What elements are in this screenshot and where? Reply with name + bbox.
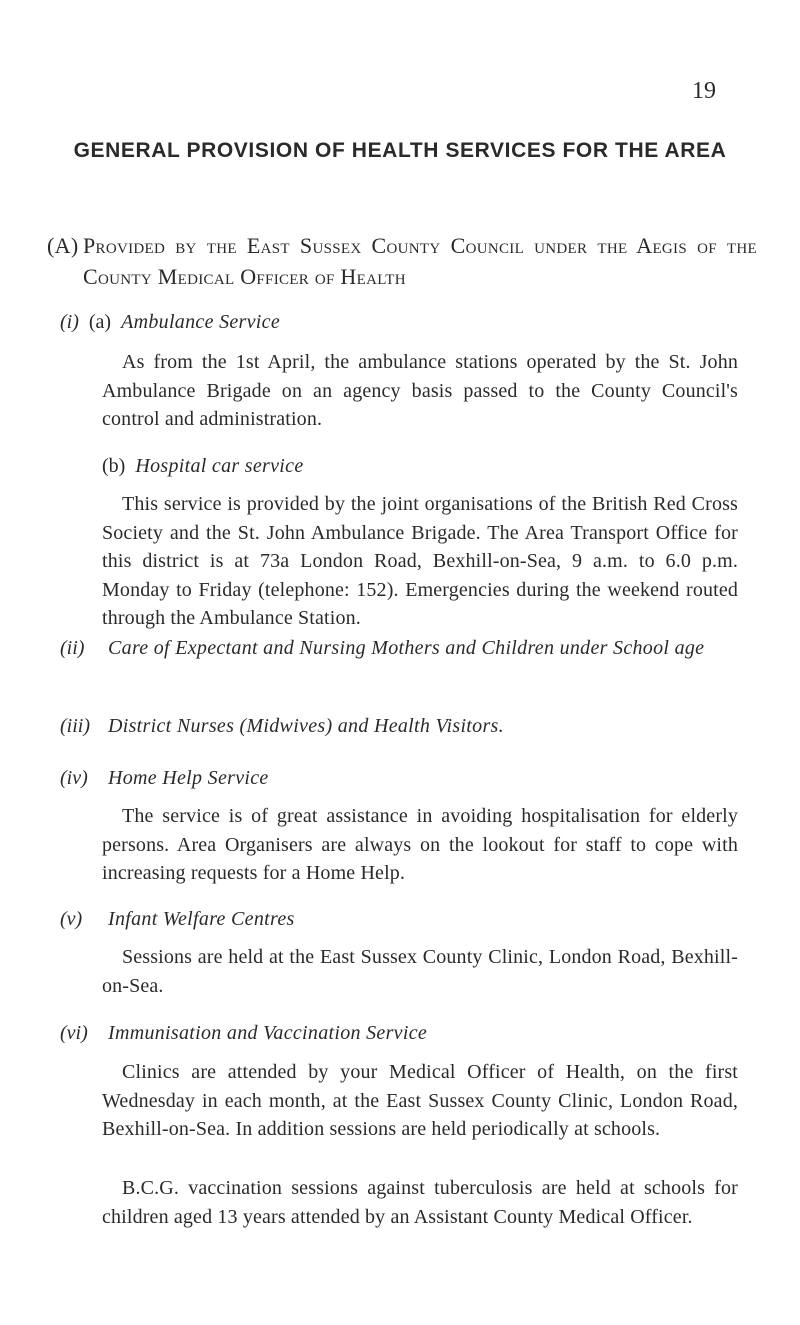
item-iv-text: The service is of great assistance in avoiding hospitalisation for elderly persons. Area Organisers are always on the lookout for staff to cope with increasing requests for a Home Help. — [102, 805, 738, 884]
item-iv-title: Home Help Service — [108, 767, 269, 789]
item-v-text: Sessions are held at the East Sussex County Clinic, London Road, Bexhill-on-Sea. — [102, 946, 738, 997]
item-i-a-label: (a) — [88, 311, 112, 333]
item-i-number: (i) — [60, 311, 79, 333]
item-ii-number: (ii) — [60, 637, 85, 659]
item-v-title: Infant Welfare Centres — [108, 908, 295, 930]
item-ii-title: Care of Expectant and Nursing Mothers and Children under School age — [108, 637, 705, 659]
item-i-b-heading — [102, 452, 304, 481]
item-iv-number: (iv) — [60, 767, 88, 789]
item-i-a-heading — [60, 308, 280, 337]
item-i-a-title: Ambulance Service — [121, 311, 281, 333]
item-i-b-text: This service is provided by the joint organisations of the British Red Cross Society and the St. John Ambulance Brigade. The Area Transport Office for this district is at 73a London Road, Bexhill-on-Sea, 9 a.m. to 6.0 p.m. Monday to Friday (telephone: 152). Emergencies during the weekend routed through the Ambulance Station. — [102, 493, 738, 629]
section-a-letter: (A) — [47, 233, 79, 258]
item-iii-number: (iii) — [60, 715, 90, 737]
item-i-b-title: Hospital car service — [135, 455, 304, 477]
item-v-heading — [60, 905, 740, 934]
page-title: GENERAL PROVISION OF HEALTH SERVICES FOR THE AREA — [73, 139, 727, 162]
item-vi-text-1: Clinics are attended by your Medical Officer of Health, on the first Wednesday in each month, at the East Sussex County Clinic, London Road, Bexhill-on-Sea. In addition sessions are held periodically at schools. — [102, 1061, 738, 1140]
item-iii-heading — [60, 712, 740, 741]
item-vi-title: Immunisation and Vaccination Service — [108, 1022, 428, 1044]
item-iii-title: District Nurses (Midwives) and Health Visitors. — [108, 715, 504, 737]
page-number: 19 — [692, 78, 716, 104]
item-i-a-text: As from the 1st April, the ambulance stations operated by the St. John Ambulance Brigade on an agency basis passed to the County Council's control and administration. — [102, 351, 738, 430]
section-a-heading-text: Provided by the East Sussex County Council under the Aegis of the County Medical Officer of Health — [83, 233, 757, 289]
item-i-b-label: (b) — [102, 455, 126, 477]
section-a-heading — [47, 230, 757, 292]
item-iv-heading — [60, 764, 740, 793]
item-vi-number: (vi) — [60, 1022, 88, 1044]
item-vi-heading — [60, 1019, 740, 1048]
item-vi-text-2: B.C.G. vaccination sessions against tuberculosis are held at schools for children aged 13 years attended by an Assistant County Medical Officer. — [102, 1177, 738, 1228]
item-ii-heading — [60, 634, 740, 663]
item-v-number: (v) — [60, 908, 83, 930]
